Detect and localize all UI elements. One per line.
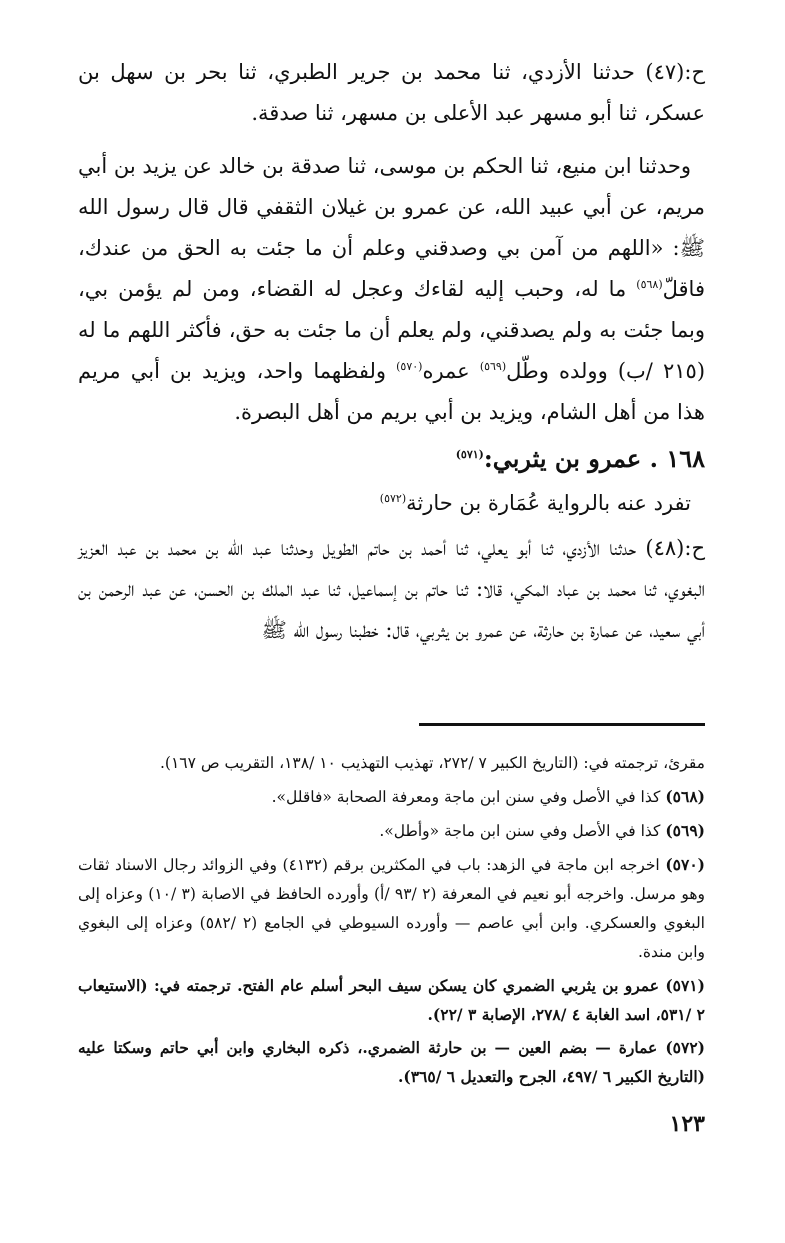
footnote-continuation [78, 748, 705, 778]
footnote-ref-572[interactable]: (٥٧٢) [379, 492, 407, 505]
footnote-number: (٥٧٠) [665, 855, 705, 874]
footnote-number: (٥٧١) [665, 976, 705, 995]
matn-part-b: ما له، وحبب إليه لقاءك وعجل له القضاء، ومن لم يؤمن بي، وبما جئت به ولم يصدقني، ولم يعلم أن ما جئت به حق، فأكثر اللهم ما له (٢١٥ /ب) وولده وطّل [78, 277, 706, 383]
footnote-572 [78, 1033, 705, 1091]
hadith-48-chain [78, 528, 705, 651]
narrator-note [78, 483, 705, 524]
footnote-number: (٥٦٩) [665, 821, 705, 840]
footnote-ref-568[interactable]: (٥٦٨) [636, 278, 663, 291]
footnote-text: كذا في الأصل وفي سنن ابن ماجة «وأطل». [379, 822, 661, 840]
matn-part-c: عمره [422, 359, 480, 383]
narrator-note-text: تفرد عنه بالرواية عُمَارة بن حارثة [406, 491, 691, 515]
footnote-text: عمرو بن يثربي الضمري كان يسكن سيف البحر أسلم عام الفتح. ترجمته في: (الاستيعاب ٢ /٥٣١، اسد الغابة ٤ /٢٧٨، الإصابة ٣ /٢٢). [78, 976, 705, 1024]
footnote-text: اخرجه ابن ماجة في الزهد: باب في المكثرين برقم (٤١٣٢) وفي الزوائد رجال الاسناد ثقات وهو مرسل. واخرجه أبو نعيم في المعرفة (٢ /٩٣ /أ) وأورده الحافظ في الاصابة (٣ /١٠) وعزاه إلى البغوي والعسكري. وابن أبي عاصم — وأورده السيوطي في الجامع (٢ /٥٨٢) وعزاه إلى البغوي وابن مندة. [78, 856, 706, 961]
section-heading-168 [78, 437, 705, 481]
footnote-text: كذا في الأصل وفي سنن ابن ماجة ومعرفة الصحابة «فاقلل». [271, 788, 661, 806]
footnote-number: (٥٧٢) [665, 1038, 705, 1057]
heading-text: ١٦٨ . عمرو بن يثربي: [483, 444, 705, 473]
footnotes-list [78, 748, 705, 1091]
footnote-ref-569[interactable]: (٥٦٩) [479, 360, 507, 373]
footnote-570 [78, 850, 705, 967]
footnote-ref-570[interactable]: (٥٧٠) [396, 360, 423, 373]
hadith-47-text: ح:(٤٧) حدثنا الأزدي، ثنا محمد بن جرير الطبري، ثنا بحر بن سهل بن عسكر، ثنا أبو مسهر عبد الأعلى بن مسهر، ثنا صدقة. [78, 60, 705, 125]
footnote-569 [78, 816, 705, 846]
footnote-text: عمارة — بضم العين — بن حارثة الضمري.، ذكره البخاري وابن أبي حاتم وسكتا عليه (التاريخ الكبير ٦ /٤٩٧، الجرح والتعديل ٦ /٣٦٥). [78, 1038, 705, 1086]
footnote-number: (٥٦٨) [665, 787, 705, 806]
hadith-47-matn [78, 146, 705, 433]
matn-part-a: وحدثنا ابن منيع، ثنا الحكم بن موسى، ثنا صدقة بن خالد عن يزيد بن أبي مريم، عن أبي عبيد الله، عن عمرو بن غيلان الثقفي قال قال رسول الله ﷺ: «اللهم من آمن بي وصدقني وعلم أن ما جئت به الحق من عندك، فاقلّ [78, 154, 705, 301]
matn-part-d: ولفظهما واحد، ويزيد بن أبي مريم هذا من أهل الشام، ويزيد بن أبي بريم من أهل البصرة. [78, 359, 705, 424]
footnote-ref-571[interactable]: (٥٧١) [455, 448, 484, 461]
page-number: ١٢٣ [669, 1111, 705, 1137]
footnote-divider [419, 723, 705, 726]
hadith-47-chain [78, 52, 705, 134]
footnote-text: مقرئ، ترجمته في: (التاريخ الكبير ٧ /٢٧٢، تهذيب التهذيب ١٠ /١٣٨، التقريب ص ١٦٧). [159, 754, 705, 772]
footnote-568 [78, 782, 705, 812]
footnote-571 [78, 971, 705, 1029]
hadith-48-text: ح:(٤٨) حدثنا الأزدي، ثنا أبو يعلي، ثنا أحمد بن حاتم الطويل وحدثنا عبد الله بن محمد بن عبد العزيز البغوي، ثنا محمد بن عباد المكي، قالا: ثنا حاتم بن إسماعيل، ثنا عبد الملك بن الحسن، عن عبد الرحمن بن أبي سعيد، عن عمارة بن حارثة، عن عمرو بن يثربي، قال: خطبنا رسول الله ﷺ [78, 536, 705, 642]
